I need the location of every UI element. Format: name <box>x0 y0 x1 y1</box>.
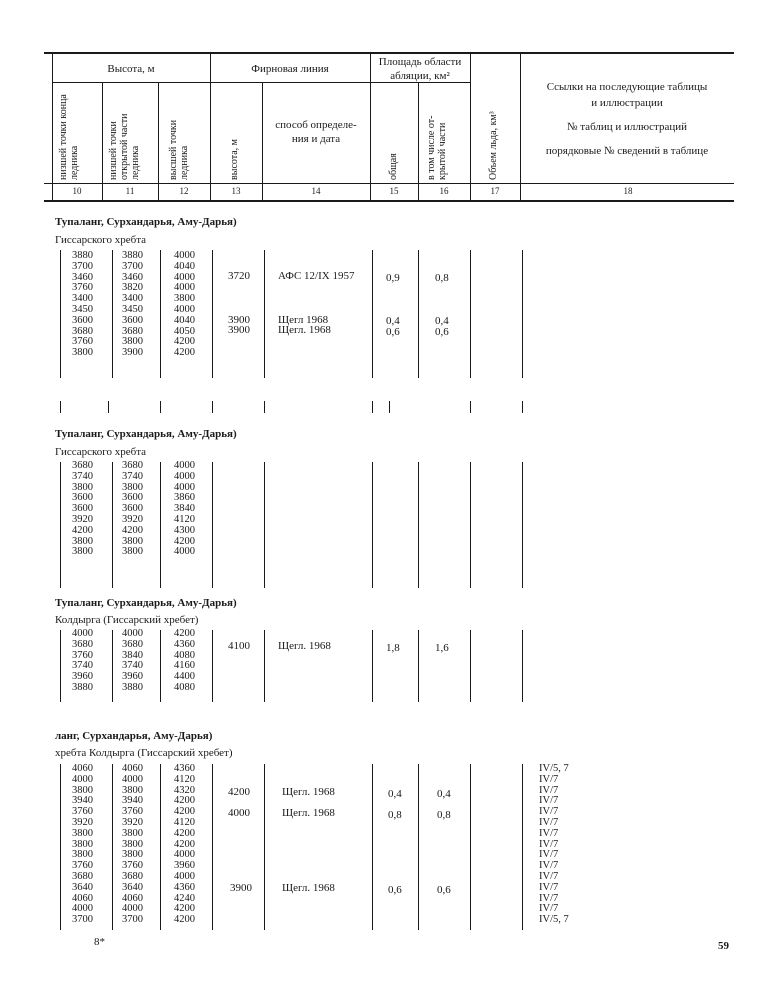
section-subtitle: Гиссарского хребта <box>55 234 147 246</box>
lowest-point-end-column: 4000 3680 3760 3740 3960 3880 <box>72 628 93 693</box>
firn-method: Щегл. 1968 <box>282 786 335 798</box>
area-open: 0,8 <box>437 809 451 821</box>
col-number: 18 <box>623 186 633 196</box>
area-total: 0,6 <box>388 884 402 896</box>
area-open: 0,4 <box>435 315 449 327</box>
signature-mark: 8* <box>94 936 105 948</box>
area-open: 0,8 <box>435 272 449 284</box>
section-subtitle: хребта Колдырга (Гиссарский хребет) <box>55 747 233 759</box>
height-group-header: Высота, м <box>107 63 155 75</box>
area-total: 0,4 <box>386 315 400 327</box>
col12-header: высшей точки ледника <box>168 119 190 180</box>
col18-header: Ссылки на последующие таблицы и иллюстрации № таблиц и иллюстраций порядковые № сведений в таблице <box>545 81 709 157</box>
lowest-point-open-column: 4000 3680 3840 3740 3960 3880 <box>122 628 143 693</box>
firn-method: Щегл. 1968 <box>278 640 331 652</box>
col11-header: низшей точки открытой части ледника <box>108 113 141 180</box>
area-total: 1,8 <box>386 642 400 654</box>
col16-header: в том числе от-крытой части <box>426 115 448 180</box>
area-total: 0,8 <box>388 809 402 821</box>
highest-point-column: 4360 4120 4320 4200 4200 4120 4200 4200 4000 3960 4000 4360 4240 4200 4200 <box>174 763 195 926</box>
section-title: ланг, Сурхандарья, Аму-Дарья) <box>55 730 213 742</box>
col-number: 16 <box>439 186 449 196</box>
lowest-point-end-column: 3880 3700 3460 3760 3400 3450 3600 3680 3760 3800 <box>72 250 93 359</box>
section-subtitle: Гиссарского хребта <box>55 446 147 458</box>
col14-header: способ определе- ния и дата <box>275 119 357 145</box>
col-number: 17 <box>490 186 500 196</box>
area-open: 0,4 <box>437 788 451 800</box>
area-open: 1,6 <box>435 642 449 654</box>
highest-point-column: 4200 4360 4080 4160 4400 4080 <box>174 628 195 693</box>
firn-method: Щегл 1968 <box>278 314 329 326</box>
lowest-point-open-column: 4060 4000 3800 3940 3760 3920 3800 3800 3800 3760 3680 3640 4060 4000 3700 <box>122 763 143 926</box>
col13-header: высота, м <box>229 138 240 180</box>
firn-height: 4000 <box>228 807 250 819</box>
lowest-point-open-column: 3880 3700 3460 3820 3400 3450 3600 3680 3800 3900 <box>122 250 143 359</box>
firn-height: 3900 <box>230 882 252 894</box>
section-title: Тупаланг, Сурхандарья, Аму-Дарья) <box>55 216 237 228</box>
page-number: 59 <box>718 940 729 952</box>
col-number: 11 <box>125 186 135 196</box>
col-number: 10 <box>72 186 82 196</box>
ablation-area-group-header: Площадь области абляции, км² <box>378 56 462 82</box>
col10-header: низшей точки конца ледника <box>58 94 80 180</box>
firn-height: 3900 <box>228 314 250 326</box>
area-open: 0,6 <box>437 884 451 896</box>
col-number: 13 <box>231 186 241 196</box>
firn-height: 3720 <box>228 270 250 282</box>
area-total: 0,4 <box>388 788 402 800</box>
lowest-point-end-column: 4060 4000 3800 3940 3760 3920 3800 3800 3800 3760 3680 3640 4060 4000 3700 <box>72 763 93 926</box>
firn-height: 4100 <box>228 640 250 652</box>
lowest-point-open-column: 3680 3740 3800 3600 3600 3920 4200 3800 3800 <box>122 460 143 558</box>
col15-header: общая <box>388 153 399 180</box>
firn-method: Щегл. 1968 <box>282 882 335 894</box>
col-number: 14 <box>311 186 321 196</box>
references-column: IV/5, 7 IV/7 IV/7 IV/7 IV/7 IV/7 IV/7 IV/7 IV/7 IV/7 IV/7 IV/7 IV/7 IV/7 IV/5, 7 <box>539 763 569 926</box>
area-total: 0,9 <box>386 272 400 284</box>
lowest-point-end-column: 3680 3740 3800 3600 3600 3920 4200 3800 3800 <box>72 460 93 558</box>
area-total: 0,6 <box>386 326 400 338</box>
firn-line-group-header: Фирновая линия <box>251 63 329 75</box>
firn-height: 3900 <box>228 324 250 336</box>
firn-method: Щегл. 1968 <box>278 324 331 336</box>
section-title: Тупаланг, Сурхандарья, Аму-Дарья) <box>55 428 237 440</box>
firn-method: Щегл. 1968 <box>282 807 335 819</box>
col-number: 15 <box>389 186 399 196</box>
firn-height: 4200 <box>228 786 250 798</box>
highest-point-column: 4000 4040 4000 4000 3800 4000 4040 4050 4200 4200 <box>174 250 195 359</box>
firn-method: АФС 12/IX 1957 <box>278 270 355 282</box>
highest-point-column: 4000 4000 4000 3860 3840 4120 4300 4200 4000 <box>174 460 195 558</box>
col17-header: Объем льда, км³ <box>488 111 499 180</box>
section-subtitle: Колдырга (Гиссарский хребет) <box>55 614 199 626</box>
section-title: Тупаланг, Сурхандарья, Аму-Дарья) <box>55 597 237 609</box>
area-open: 0,6 <box>435 326 449 338</box>
col-number: 12 <box>179 186 189 196</box>
